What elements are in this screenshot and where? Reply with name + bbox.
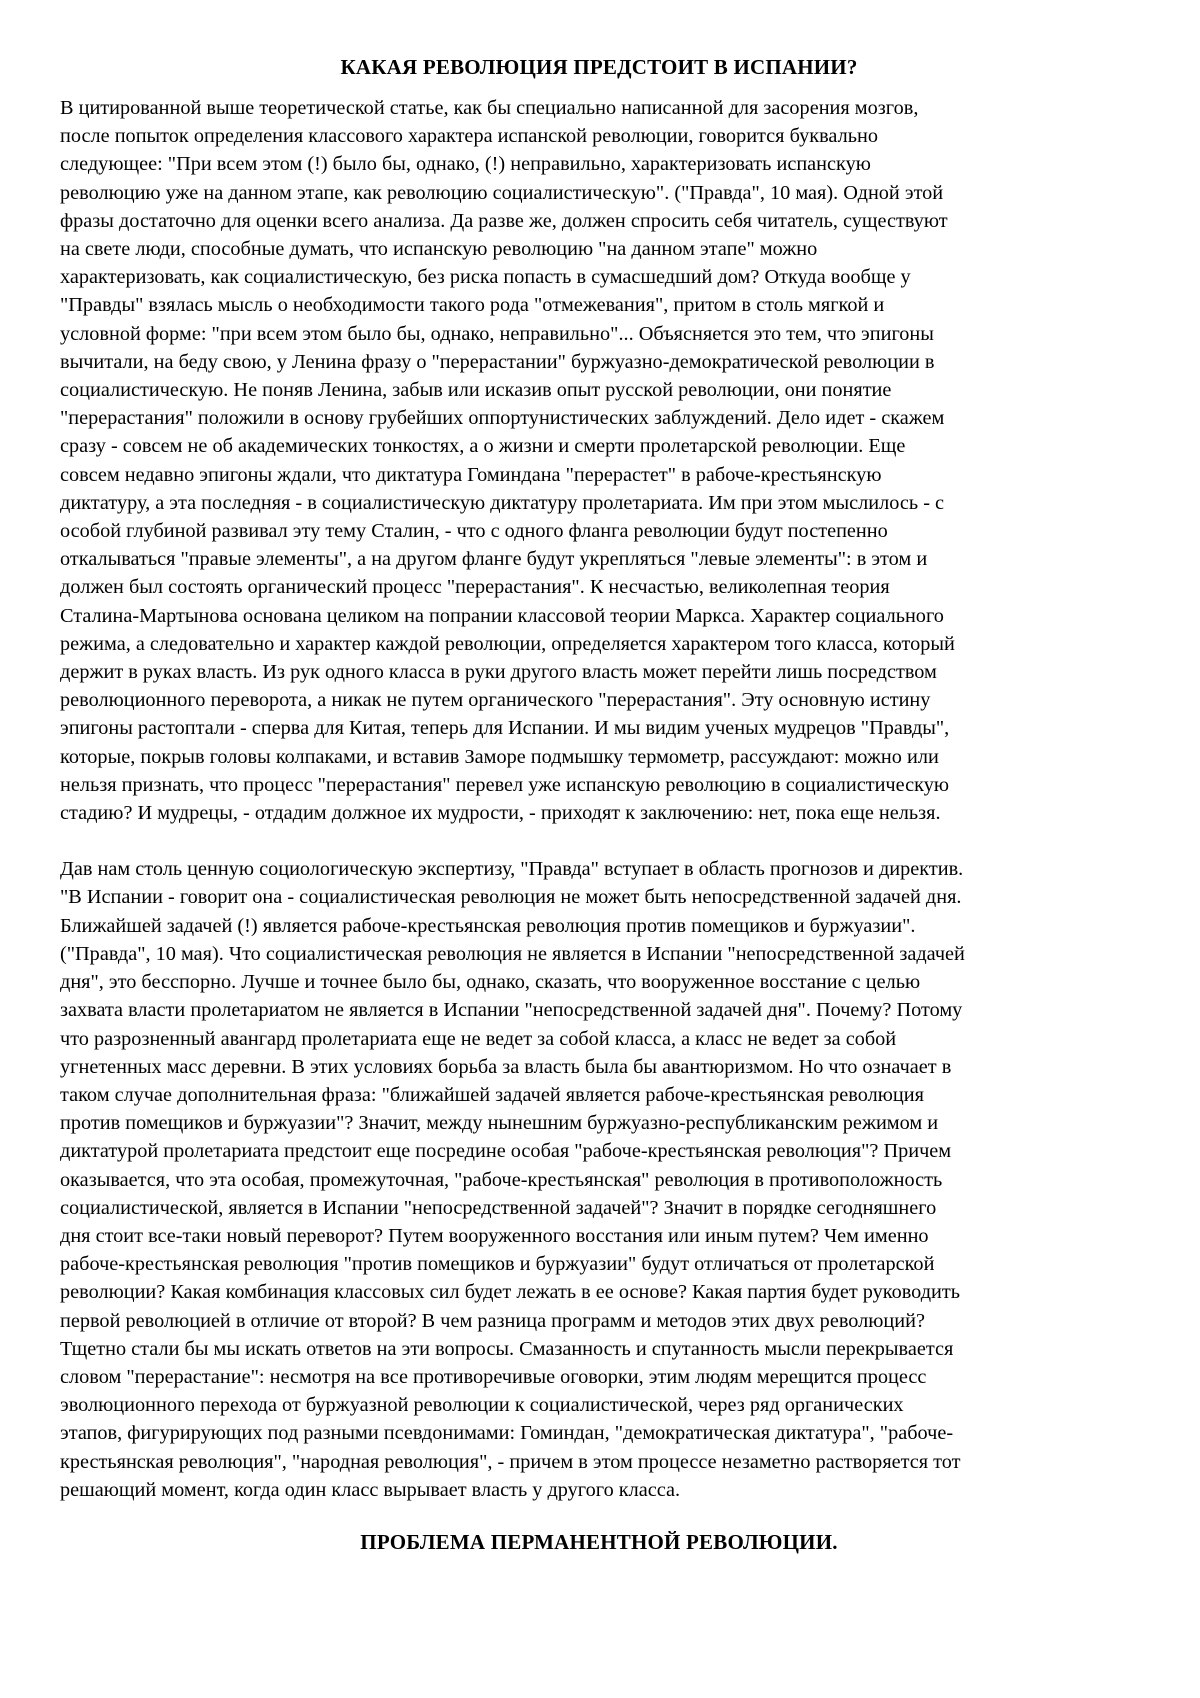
text-line: на свете люди, способные думать, что испанскую революцию "на данном этапе" можно bbox=[60, 238, 818, 261]
text-line: Дав нам столь ценную социологическую экспертизу, "Правда" вступает в область прогнозов и директив. bbox=[60, 858, 964, 881]
text-line: первой революцией в отличие от второй? В чем разница программ и методов этих двух революций? bbox=[60, 1309, 925, 1332]
text-line: вычитали, на беду свою, у Ленина фразу о "перерастании" буржуазно-демократической революции в bbox=[60, 350, 935, 373]
text-line: захвата власти пролетариатом не является в Испании "непосредственной задачей дня". Почему? Потому bbox=[60, 999, 963, 1022]
text-line: которые, покрыв головы колпаками, и вставив Заморе подмышку термометр, рассуждают: можно или bbox=[60, 745, 939, 768]
text-line: эпигоны растоптали - сперва для Китая, теперь для Испании. И мы видим ученых мудрецов "Правды", bbox=[60, 717, 950, 740]
text-line: откалываться "правые элементы", а на другом фланге будут укрепляться "левые элементы": в этом и bbox=[60, 548, 928, 571]
text-line: Сталина-Мартынова основана целиком на попрании классовой теории Маркса. Характер социального bbox=[60, 604, 944, 627]
text-line: "Правды" взялась мысль о необходимости такого рода "отмежевания", притом в столь мягкой и bbox=[60, 294, 885, 317]
text-line: режима, а следовательно и характер каждой революции, определяется характером того класса, который bbox=[60, 632, 955, 655]
text-line: этапов, фигурирующих под разными псевдонимами: Гоминдан, "демократическая диктатура", "рабоче- bbox=[60, 1422, 954, 1445]
text-line: сразу - совсем не об академических тонкостях, а о жизни и смерти пролетарской революции. Еще bbox=[60, 435, 906, 458]
text-line: против помещиков и буржуазии"? Значит, между нынешним буржуазно-республиканским режимом и bbox=[60, 1112, 939, 1135]
text-line: характеризовать, как социалистическую, без риска попасть в сумасшедший дом? Откуда вообще у bbox=[60, 266, 911, 289]
text-line: совсем недавно эпигоны ждали, что диктатура Гоминдана "перерастет" в рабоче-крестьянскую bbox=[60, 463, 882, 486]
text-line: Ближайшей задачей (!) является рабоче-крестьянская революция против помещиков и буржуазии". bbox=[60, 914, 916, 937]
text-line: угнетенных масс деревни. В этих условиях борьба за власть была бы авантюризмом. Но что означает в bbox=[60, 1055, 952, 1078]
text-line: что разрозненный авангард пролетариата еще не ведет за собой класса, а класс не ведет за собой bbox=[60, 1027, 897, 1050]
text-line: оказывается, что эта особая, промежуточная, "рабоче-крестьянская" революция в противоположность bbox=[60, 1168, 943, 1191]
text-line: особой глубиной развивал эту тему Сталин, - что с одного фланга революции будут постепенно bbox=[60, 520, 888, 543]
text-line: стадию? И мудрецы, - отдадим должное их мудрости, - приходят к заключению: нет, пока еще нельзя. bbox=[60, 802, 941, 825]
text-line: следующее: "При всем этом (!) было бы, однако, (!) неправильно, характеризовать испанскую bbox=[60, 153, 871, 176]
text-line: Тщетно стали бы мы искать ответов на эти вопросы. Смазанность и спутанность мысли перекрывается bbox=[60, 1337, 954, 1360]
text-line: крестьянская революция", "народная революция", - причем в этом процессе незаметно растворяется тот bbox=[60, 1450, 961, 1473]
text-line: условной форме: "при всем этом было бы, однако, неправильно"... Объясняется это тем, что эпигоны bbox=[60, 322, 934, 345]
text-line: держит в руках власть. Из рук одного класса в руки другого власть может перейти лишь посредством bbox=[60, 661, 937, 684]
section-heading-permanent-revolution: ПРОБЛЕМА ПЕРМАНЕНТНОЙ РЕВОЛЮЦИИ. bbox=[360, 1529, 838, 1554]
text-line: дня стоит все-таки новый переворот? Путем вооруженного восстания или иным путем? Чем именно bbox=[60, 1224, 929, 1247]
text-line: "перерастания" положили в основу грубейших оппортунистических заблуждений. Дело идет - скажем bbox=[60, 407, 945, 430]
text-line: после попыток определения классового характера испанской революции, говорится буквально bbox=[60, 125, 878, 148]
text-line: социалистической, является в Испании "непосредственной задачей"? Значит в порядке сегодняшнего bbox=[60, 1196, 937, 1219]
text-line: словом "перерастание": несмотря на все противоречивые оговорки, этим людям мерещится процесс bbox=[60, 1365, 927, 1388]
text-line: "В Испании - говорит она - социалистическая революция не может быть непосредственной задачей дня. bbox=[60, 886, 962, 909]
text-line: В цитированной выше теоретической статье, как бы специально написанной для засорения мозгов, bbox=[60, 97, 919, 119]
text-line: таком случае дополнительная фраза: "ближайшей задачей является рабоче-крестьянская революция bbox=[60, 1083, 924, 1106]
text-line: диктатурой пролетариата предстоит еще посредине особая "рабоче-крестьянская революция"? Причем bbox=[60, 1140, 952, 1163]
text-line: социалистическую. Не поняв Ленина, забыв или исказив опыт русской революции, они понятие bbox=[60, 379, 892, 402]
text-line: революции? Какая комбинация классовых сил будет лежать в ее основе? Какая партия будет руководить bbox=[60, 1281, 961, 1304]
text-line: эволюционного перехода от буржуазной революции к социалистической, через ряд органических bbox=[60, 1394, 904, 1417]
text-line: нельзя признать, что процесс "перерастания" перевел уже испанскую революцию в социалистическую bbox=[60, 773, 949, 796]
paragraph-2 bbox=[60, 855, 1138, 1504]
document-page bbox=[60, 55, 1138, 1555]
text-line: диктатуру, а эта последняя - в социалистическую диктатуру пролетариата. Им при этом мыслилось - с bbox=[60, 491, 945, 514]
section-heading-spain-revolution: КАКАЯ РЕВОЛЮЦИЯ ПРЕДСТОИТ В ИСПАНИИ? bbox=[340, 55, 858, 79]
text-line: революционного переворота, а никак не путем органического "перерастания". Эту основную истину bbox=[60, 689, 931, 712]
text-line: революцию уже на данном этапе, как революцию социалистическую". ("Правда", 10 мая). Одной этой bbox=[60, 181, 944, 204]
paragraph-1 bbox=[60, 94, 1138, 827]
text-line: должен был состоять органический процесс "перерастания". К несчастью, великолепная теория bbox=[60, 576, 890, 599]
text-line: фразы достаточно для оценки всего анализа. Да разве же, должен спросить себя читатель, существуют bbox=[60, 209, 948, 232]
text-line: решающий момент, когда один класс вырывает власть у другого класса. bbox=[60, 1478, 681, 1501]
text-line: ("Правда", 10 мая). Что социалистическая революция не является в Испании "непосредственной задачей bbox=[60, 942, 965, 965]
text-line: рабоче-крестьянская революция "против помещиков и буржуазии" будут отличаться от пролетарской bbox=[60, 1253, 935, 1276]
text-line: дня", это бесспорно. Лучше и точнее было бы, однако, сказать, что вооруженное восстание с целью bbox=[60, 971, 921, 994]
